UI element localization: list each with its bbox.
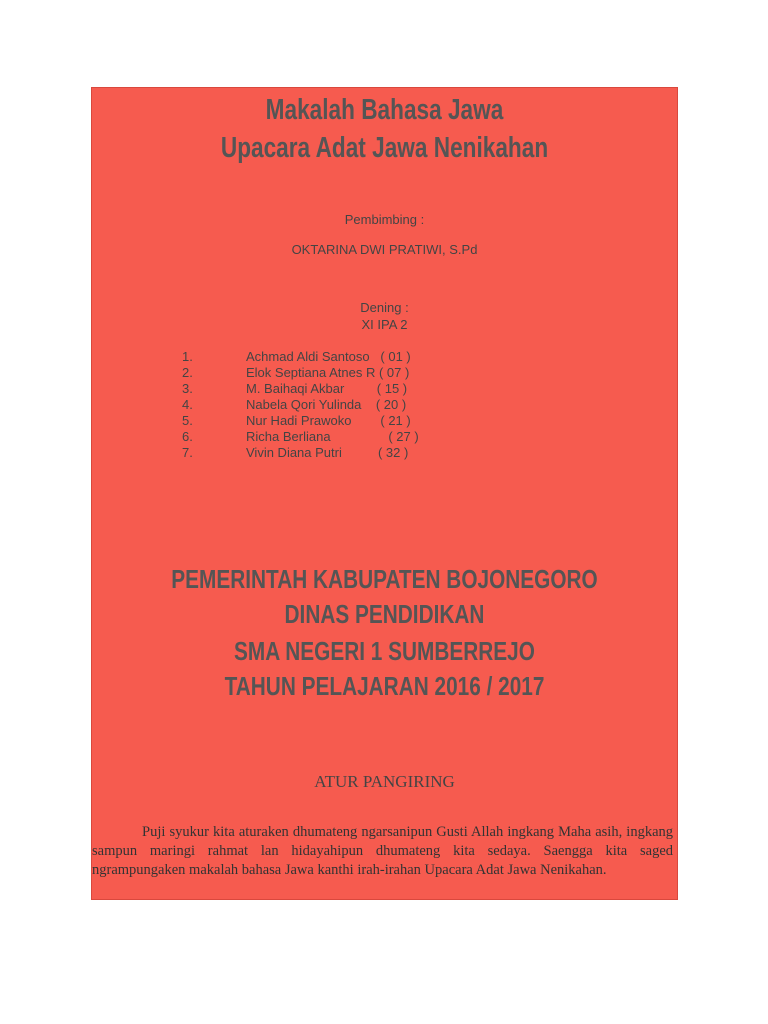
member-number: 3. xyxy=(182,381,193,396)
author-label: Dening : xyxy=(360,300,409,315)
institution-line-1: PEMERINTAH KABUPATEN BOJONEGORO xyxy=(171,564,598,594)
section-heading: ATUR PANGIRING xyxy=(314,772,455,791)
member-name: Elok Septiana Atnes R ( 07 ) xyxy=(246,365,410,380)
institution-line-3: SMA NEGERI 1 SUMBERREJO xyxy=(234,636,535,666)
member-name: Nur Hadi Prawoko ( 21 ) xyxy=(246,413,411,428)
institution-line-4: TAHUN PELAJARAN 2016 / 2017 xyxy=(224,671,545,701)
member-number: 7. xyxy=(182,445,193,460)
document-title-line-2: Upacara Adat Jawa Nenikahan xyxy=(220,132,549,164)
institution-line-2: DINAS PENDIDIKAN xyxy=(284,599,485,629)
supervisor-name: OKTARINA DWI PRATIWI, S.Pd xyxy=(291,242,478,257)
document-page xyxy=(91,87,678,900)
member-number: 1. xyxy=(182,349,193,364)
member-number: 2. xyxy=(182,365,193,380)
document-title-line-1: Makalah Bahasa Jawa xyxy=(265,94,504,126)
supervisor-label: Pembimbing : xyxy=(344,212,425,227)
member-number: 6. xyxy=(182,429,193,444)
member-name: Achmad Aldi Santoso ( 01 ) xyxy=(246,349,411,364)
member-name: Vivin Diana Putri ( 32 ) xyxy=(246,445,409,460)
member-name: Richa Berliana ( 27 ) xyxy=(246,429,419,444)
member-name: M. Baihaqi Akbar ( 15 ) xyxy=(246,381,408,396)
section-paragraph: Puji syukur kita aturaken dhumateng ngarsanipun Gusti Allah ingkang Maha asih, ingkang sampun maringi rahmat lan hidayahipun dhumateng kita sedaya. Saengga kita saged ngrampungaken makalah bahasa Jawa kanthi irah-irahan Upacara Adat Jawa Nenikahan. xyxy=(92,824,673,878)
class-name: XI IPA 2 xyxy=(361,317,408,332)
member-number: 5. xyxy=(182,413,193,428)
member-name: Nabela Qori Yulinda ( 20 ) xyxy=(246,397,407,412)
member-number: 4. xyxy=(182,397,193,412)
